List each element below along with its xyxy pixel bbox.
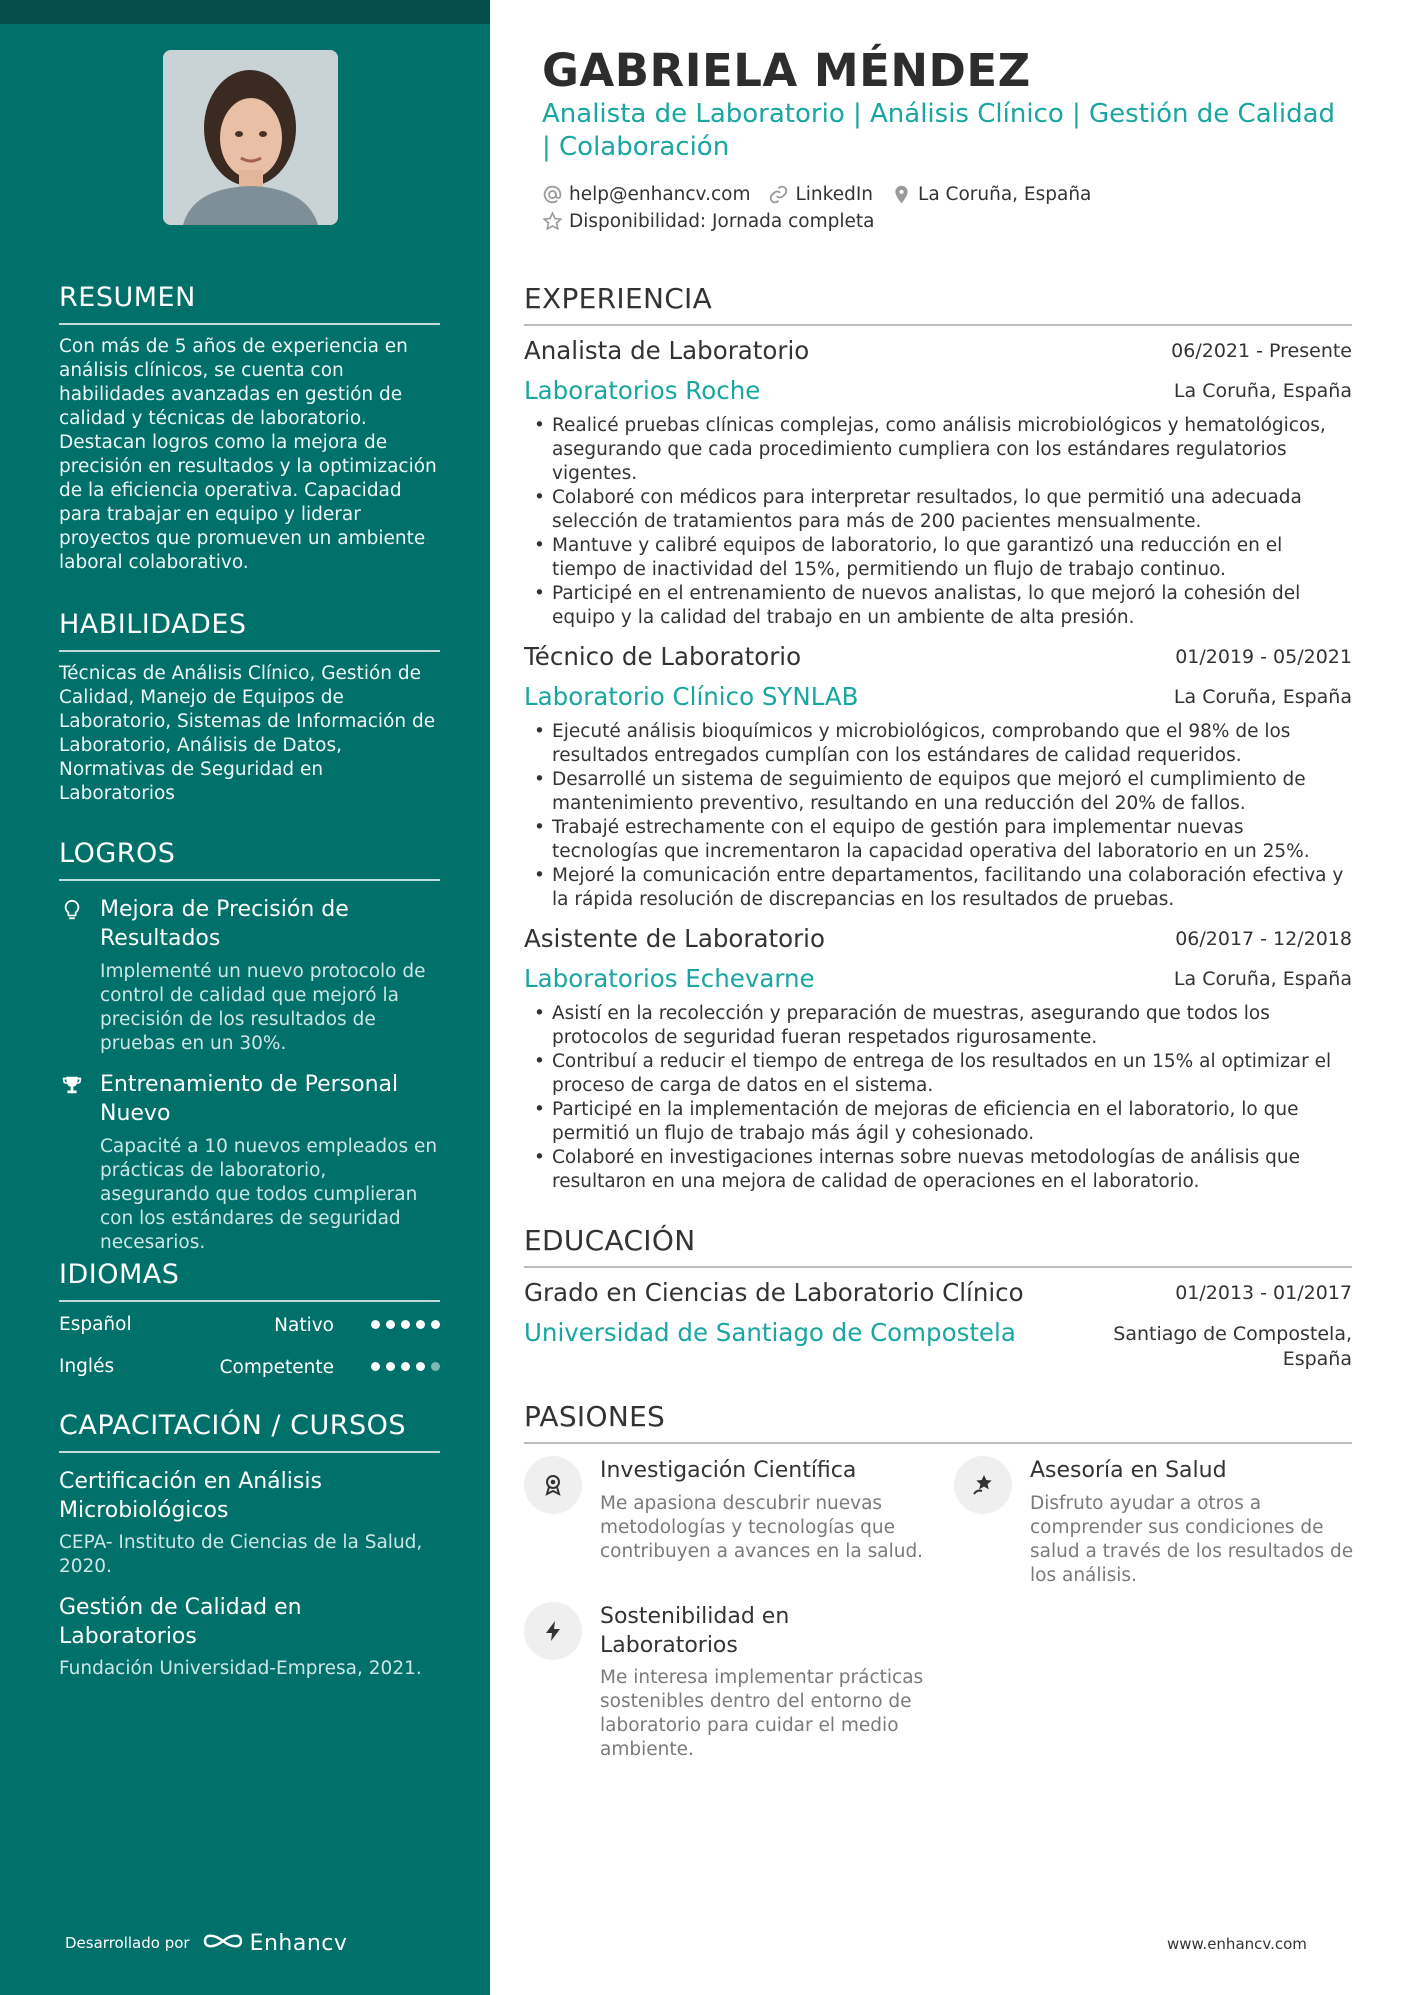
achievements-title: LOGROS	[59, 838, 440, 881]
rating-dot-filled	[416, 1320, 425, 1329]
job-title: Asistente de Laboratorio	[524, 924, 825, 953]
lightning-icon	[524, 1602, 582, 1660]
skills-text: Técnicas de Análisis Clínico, Gestión de Calidad, Manejo de Equipos de Laboratorio, Sistemas de Información de Laboratorio, Análisis de Datos, Normativas de Seguridad en Laboratorios	[59, 663, 436, 804]
course-title: Gestión de Calidad en Laboratorios	[59, 1595, 302, 1649]
job-location: La Coruña, España	[1173, 380, 1352, 402]
passion-title: Investigación Científica	[600, 1458, 857, 1483]
location-text: La Coruña, España	[918, 184, 1092, 205]
rating-dot-empty	[431, 1362, 440, 1371]
experience-title: EXPERIENCIA	[524, 282, 1352, 326]
skills-section	[59, 609, 440, 806]
job-bullet: • Contribuí a reducir el tiempo de entrega de los resultados en un 15% al optimizar el proceso de carga de datos en el sistema.	[524, 1050, 1352, 1098]
language-level: Nativo	[274, 1315, 334, 1336]
job-title: Analista de Laboratorio	[524, 336, 810, 365]
contact-info	[542, 181, 1342, 235]
achievement-title: Entrenamiento de Personal Nuevo	[100, 1072, 399, 1126]
job-location: La Coruña, España	[1173, 686, 1352, 708]
lightbulb-icon	[61, 899, 83, 921]
job-company: Laboratorios Roche	[524, 376, 761, 405]
job-bullet: • Colaboré con médicos para interpretar resultados, lo que permitió una adecuada selección de tratamientos para más de 200 pacientes mensualmente.	[524, 486, 1352, 534]
job-bullet: • Ejecuté análisis bioquímicos y microbiológicos, comprobando que el 98% de los resultados entregados cumplían con los estándares de calidad requeridos.	[524, 720, 1352, 768]
job-bullets	[524, 720, 1352, 912]
summary-section	[59, 282, 440, 575]
brand-name: Enhancv	[249, 1930, 348, 1956]
job-entry	[524, 336, 1352, 630]
rating-dot-filled	[401, 1320, 410, 1329]
achievement-item	[59, 895, 440, 1056]
rating-dot-filled	[416, 1362, 425, 1371]
passion-desc: Me apasiona descubrir nuevas metodologías y tecnologías que contribuyen a avances en la salud.	[600, 1493, 924, 1562]
course-item	[59, 1593, 440, 1681]
profile-photo	[163, 50, 338, 225]
rating-dot-filled	[401, 1362, 410, 1371]
rating-dot-filled	[386, 1362, 395, 1371]
course-item	[59, 1467, 440, 1579]
job-bullet: • Participé en el entrenamiento de nuevos analistas, lo que mejoró la cohesión del equipo y la calidad del trabajo en un ambiente de alta presión.	[524, 582, 1352, 630]
job-dates: 06/2017 - 12/2018	[1175, 928, 1352, 950]
headline	[542, 98, 1342, 164]
powered-by-label: Desarrollado por	[65, 1934, 190, 1952]
job-bullet: • Mantuve y calibré equipos de laboratorio, lo que garantizó una reducción en el tiempo de inactividad del 15%, permitiendo un flujo de trabajo continuo.	[524, 534, 1352, 582]
job-bullet: • Colaboré en investigaciones internas sobre nuevas metodologías de análisis que resultaron en una mejora de calidad de operaciones en el laboratorio.	[524, 1146, 1352, 1194]
sidebar	[0, 0, 490, 1995]
course-title: Certificación en Análisis Microbiológicos	[59, 1469, 322, 1523]
education-entry	[524, 1278, 1352, 1374]
job-bullet: • Asistí en la recolección y preparación de muestras, asegurando que todos los protocolos de seguridad fueran respetados rigurosamente.	[524, 1002, 1352, 1050]
language-rating	[371, 1355, 440, 1371]
rating-dot-filled	[386, 1320, 395, 1329]
website-link[interactable]: www.enhancv.com	[1167, 1935, 1307, 1953]
courses-section	[59, 1410, 440, 1681]
job-bullets	[524, 1002, 1352, 1194]
job-location: La Coruña, España	[1173, 968, 1352, 990]
education-section	[524, 1224, 1352, 1374]
passion-title: Sostenibilidad en Laboratorios	[600, 1604, 790, 1658]
achievements-section	[59, 838, 440, 1255]
language-name: Inglés	[59, 1356, 115, 1377]
experience-section	[524, 282, 1352, 1194]
achievement-desc: Implementé un nuevo protocolo de control de calidad que mejoró la precisión de los resultados de pruebas en un 30%.	[100, 961, 426, 1054]
enhancv-logo-icon	[202, 1930, 244, 1956]
achievement-item	[59, 1070, 440, 1255]
rating-dot-filled	[431, 1320, 440, 1329]
job-entry	[524, 642, 1352, 912]
course-desc: CEPA- Instituto de Ciencias de la Salud, 2020.	[59, 1532, 423, 1577]
languages-section	[59, 1259, 440, 1386]
job-bullets	[524, 414, 1352, 630]
location-contact	[891, 184, 1091, 205]
sidebar-top-bar	[0, 0, 490, 24]
language-level: Competente	[219, 1357, 334, 1378]
powered-by	[65, 1930, 347, 1956]
job-company: Laboratorios Echevarne	[524, 964, 815, 993]
star-hand-icon	[954, 1456, 1012, 1514]
passions-section	[524, 1400, 1352, 1768]
language-name: Español	[59, 1314, 132, 1335]
availability-text: Disponibilidad: Jornada completa	[569, 211, 875, 232]
school: Universidad de Santiago de Compostela	[524, 1318, 1016, 1347]
course-desc: Fundación Universidad-Empresa, 2021.	[59, 1658, 422, 1679]
skills-title: HABILIDADES	[59, 609, 440, 652]
passions-title: PASIONES	[524, 1400, 1352, 1444]
email-text: help@enhancv.com	[569, 184, 751, 205]
award-icon	[524, 1456, 582, 1514]
rating-dot-filled	[371, 1320, 380, 1329]
rating-dot-filled	[371, 1362, 380, 1371]
education-title: EDUCACIÓN	[524, 1224, 1352, 1268]
job-bullet: • Desarrollé un sistema de seguimiento de equipos que mejoró el cumplimiento de mantenimiento preventivo, resultando en una reducción del 20% de fallos.	[524, 768, 1352, 816]
summary-title: RESUMEN	[59, 282, 440, 325]
trophy-icon	[61, 1074, 83, 1096]
email-contact[interactable]	[542, 184, 750, 205]
job-title: Técnico de Laboratorio	[524, 642, 802, 671]
summary-text: Con más de 5 años de experiencia en análisis clínicos, se cuenta con habilidades avanzadas en gestión de calidad y técnicas de laboratorio. Destacan logros como la mejora de precisión en resultados y la optimización de la eficiencia operativa. Capacidad para trabajar en equipo y liderar proyectos que promueven un ambiente laboral colaborativo.	[59, 336, 437, 573]
passion-title: Asesoría en Salud	[1030, 1458, 1227, 1483]
courses-title: CAPACITACIÓN / CURSOS	[59, 1410, 440, 1453]
achievement-desc: Capacité a 10 nuevos empleados en prácticas de laboratorio, asegurando que todos cumplieran con los estándares de seguridad necesarios.	[100, 1136, 438, 1253]
at-icon	[542, 184, 563, 205]
passion-desc: Disfruto ayudar a otros a comprender sus condiciones de salud a través de los resultados de los análisis.	[1030, 1493, 1354, 1586]
job-company: Laboratorio Clínico SYNLAB	[524, 682, 859, 711]
job-entry	[524, 924, 1352, 1194]
education-location: Santiago de Compostela, España	[1113, 1323, 1352, 1370]
education-dates: 01/2013 - 01/2017	[1175, 1282, 1352, 1304]
languages-title: IDIOMAS	[59, 1259, 440, 1302]
headline-line: | Colaboración	[542, 132, 730, 162]
job-bullet: • Realicé pruebas clínicas complejas, como análisis microbiológicos y hematológicos, asegurando que cada procedimiento cumpliera con los estándares regulatorios vigentes.	[524, 414, 1352, 486]
passion-desc: Me interesa implementar prácticas sostenibles dentro del entorno de laboratorio para cuidar el medio ambiente.	[600, 1667, 924, 1760]
job-bullet: • Trabajé estrechamente con el equipo de gestión para implementar nuevas tecnologías que incrementaron la capacidad operativa del laboratorio en un 25%.	[524, 816, 1352, 864]
linkedin-text: LinkedIn	[795, 184, 874, 205]
job-bullet: • Participé en la implementación de mejoras de eficiencia en el laboratorio, lo que permitió un flujo de trabajo más ágil y cohesionado.	[524, 1098, 1352, 1146]
linkedin-contact[interactable]	[768, 184, 873, 205]
headline-line: Analista de Laboratorio | Análisis Clínico | Gestión de Calidad	[542, 99, 1336, 129]
availability-info	[542, 211, 875, 232]
achievement-title: Mejora de Precisión de Resultados	[100, 897, 349, 951]
link-icon	[768, 184, 789, 205]
job-dates: 06/2021 - Presente	[1171, 340, 1352, 362]
language-rating	[371, 1313, 440, 1329]
job-dates: 01/2019 - 05/2021	[1175, 646, 1352, 668]
candidate-name: GABRIELA MÉNDEZ	[542, 44, 1031, 97]
job-bullet: • Mejoré la comunicación entre departamentos, facilitando una colaboración efectiva y la rápida resolución de discrepancias en los resultados de pruebas.	[524, 864, 1352, 912]
location-pin-icon	[891, 184, 912, 205]
degree: Grado en Ciencias de Laboratorio Clínico	[524, 1278, 1024, 1307]
language-row	[59, 1344, 440, 1386]
language-row	[59, 1302, 440, 1344]
star-icon	[542, 211, 563, 232]
